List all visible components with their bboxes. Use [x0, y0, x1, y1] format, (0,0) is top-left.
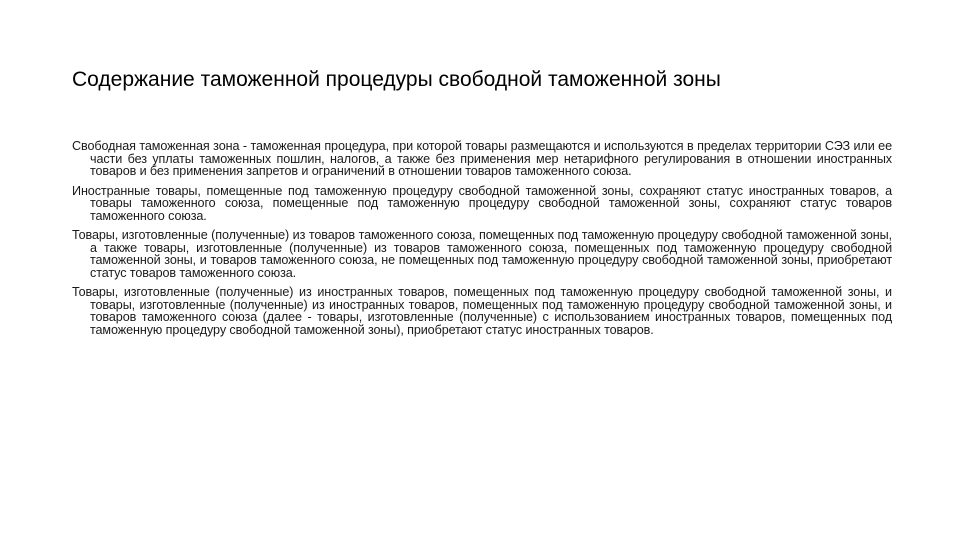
body-paragraph-1: Свободная таможенная зона - таможенная процедура, при которой товары размещаются и используются в пределах территории СЭЗ или ее части без уплаты таможенных пошлин, налогов, а также без применения мер нетарифного регулирования в отношении иностранных товаров и без применения запретов и ограничений в отношении товаров таможенного союза.	[72, 139, 892, 178]
body-paragraph-4: Товары, изготовленные (полученные) из иностранных товаров, помещенных под таможенную процедуру свободной таможенной зоны, и товары, изготовленные (полученные) из иностранных товаров, помещенных под таможенную процедуру свободной таможенной зоны, и товаров таможенного союза (далее - товары, изготовленные (полученные) с использованием иностранных товаров, помещенных под таможенную процедуру свободной таможенной зоны), приобретают статус иностранных товаров.	[72, 285, 892, 337]
body-paragraph-2: Иностранные товары, помещенные под таможенную процедуру свободной таможенной зоны, сохраняют статус иностранных товаров, а товары таможенного союза, помещенные под таможенную процедуру свободной таможенной зоны, сохраняют статус товаров таможенного союза.	[72, 183, 892, 223]
slide-title: Содержание таможенной процедуры свободной таможенной зоны	[72, 68, 721, 91]
body-paragraph-3: Товары, изготовленные (полученные) из товаров таможенного союза, помещенных под таможенную процедуру свободной таможенной зоны, а также товары, изготовленные (полученные) из товаров таможенного союза, помещенных под таможенную процедуру свободной таможенной зоны, и товаров таможенного союза, не помещенных под таможенную процедуру свободной таможенной зоны, приобретают статус товаров таможенного союза.	[72, 228, 892, 280]
slide-body	[72, 140, 892, 343]
